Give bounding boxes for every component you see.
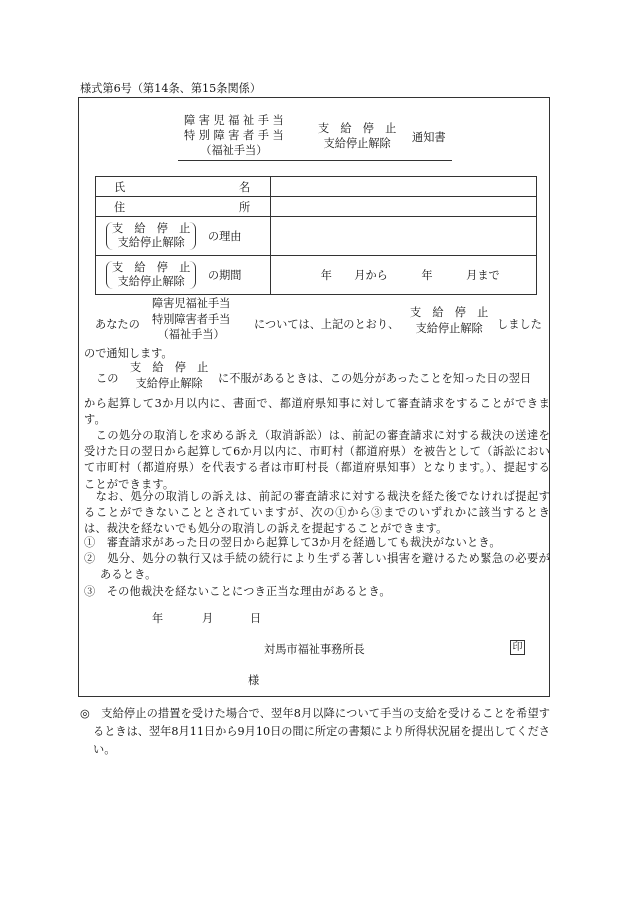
address-label-b: 所 <box>239 200 251 214</box>
notice-option-stop: 支 給 停 止 <box>410 306 489 319</box>
objection-continuation: から起算して3か月以内に、書面で、都道府県知事に対して審査請求をすることができます。 <box>84 397 550 427</box>
notice-allowance-3: （福祉手当） <box>157 328 225 341</box>
exception-list <box>84 535 550 600</box>
table-row-name <box>96 177 537 197</box>
reason-bracket <box>106 222 196 250</box>
title-allowance-names <box>184 113 284 158</box>
list-item: ③ その他裁決を経ないことにつき正当な理由があるとき。 <box>84 584 391 598</box>
notice-continuation: ので通知します。 <box>84 347 173 360</box>
list-item: ② 処分、処分の執行又は手続の続行により生ずる著しい損害を避けるため緊急の必要があるとき。 <box>84 552 550 582</box>
objection-suffix: に不服があるときは、この処分があったことを知った日の翌日 <box>218 372 532 385</box>
period-bracket <box>106 261 196 289</box>
reason-label-cell <box>96 217 271 256</box>
address-label-a: 住 <box>114 200 126 214</box>
form-number: 様式第6号（第14条、第15条関係） <box>80 82 262 95</box>
reason-label: の理由 <box>207 230 242 243</box>
name-label-a: 氏 <box>114 180 126 194</box>
notice-allowance-1: 障害児福祉手当 <box>152 297 231 310</box>
period-option-stop: 支 給 停 止 <box>112 261 191 274</box>
title-allowance-3: （福祉手当） <box>200 144 268 157</box>
info-table <box>95 176 537 295</box>
title-allowance-1: 障 害 児 福 祉 手 当 <box>184 114 284 127</box>
address-value-field[interactable] <box>270 197 536 217</box>
date-month: 月 <box>202 612 214 625</box>
title-option-resume: 支給停止解除 <box>323 137 391 150</box>
reason-value-field[interactable] <box>270 217 536 256</box>
date-day: 日 <box>250 612 262 625</box>
reason-option-resume: 支給停止解除 <box>117 236 185 249</box>
table-row-period <box>96 256 537 295</box>
title-underline <box>178 160 452 161</box>
reason-option-stop: 支 給 停 止 <box>112 222 191 235</box>
date-year: 年 <box>152 612 164 625</box>
table-row-address <box>96 197 537 217</box>
title-suffix: 通知書 <box>412 131 446 144</box>
notice-prefix: あなたの <box>95 318 140 331</box>
name-label-b: 名 <box>239 180 251 194</box>
period-option-resume: 支給停止解除 <box>117 275 185 288</box>
footnote: ◎ 支給停止の措置を受けた場合で、翌年8月以降について手当の支給を受けることを希望するときは、翌年8月11日から9月10日の間に所定の書類により所得状況届を提出してください。 <box>80 707 550 756</box>
list-item: ① 審査請求があった日の翌日から起算して3か月を経過しても裁決がないとき。 <box>84 536 501 549</box>
name-value-field[interactable] <box>270 177 536 197</box>
title-options <box>318 121 396 151</box>
period-label: の期間 <box>207 269 242 282</box>
notice-middle: については、上記のとおり、 <box>254 318 400 331</box>
table-row-reason <box>96 217 537 256</box>
address-label-cell <box>96 197 271 217</box>
notice-allowance-names <box>152 296 230 343</box>
issuer-name: 対馬市福祉事務所長 <box>264 643 365 656</box>
notice-options <box>410 305 488 336</box>
notice-allowance-2: 特別障害者手当 <box>152 312 231 326</box>
notice-suffix: しました <box>497 318 542 331</box>
objection-option-resume: 支給停止解除 <box>135 376 203 390</box>
addressee-suffix: 様 <box>248 674 260 687</box>
notice-option-resume: 支給停止解除 <box>415 321 483 335</box>
period-label-cell <box>96 256 271 295</box>
title-option-stop: 支 給 停 止 <box>318 122 397 135</box>
objection-option-stop: 支 給 停 止 <box>130 361 209 374</box>
lawsuit-paragraph: この処分の取消しを求める訴え（取消訴訟）は、前記の審査請求に対する裁決の送達を受けた日の翌日から起算して6か月以内に、市町村（都道府県）を被告として（訴訟において市町村（都道府県）を代表する者は市町村長（都道府県知事）となります。）、提起することができます。 <box>84 429 550 491</box>
objection-prefix: この <box>96 372 119 385</box>
period-value-field[interactable]: 年 月から 年 月まで <box>270 256 536 295</box>
name-label-cell <box>96 177 271 197</box>
exception-paragraph: なお、処分の取消しの訴えは、前記の審査請求に対する裁決を経た後でなければ提起することができないこととされていますが、次の①から③までのいずれかに該当するときは、裁決を経ないでも処分の取消しの訴えを提起することができます。 <box>84 490 550 536</box>
objection-options <box>130 360 208 391</box>
seal-mark: 印 <box>510 640 525 655</box>
title-allowance-2: 特 別 障 害 者 手 当 <box>184 129 284 142</box>
